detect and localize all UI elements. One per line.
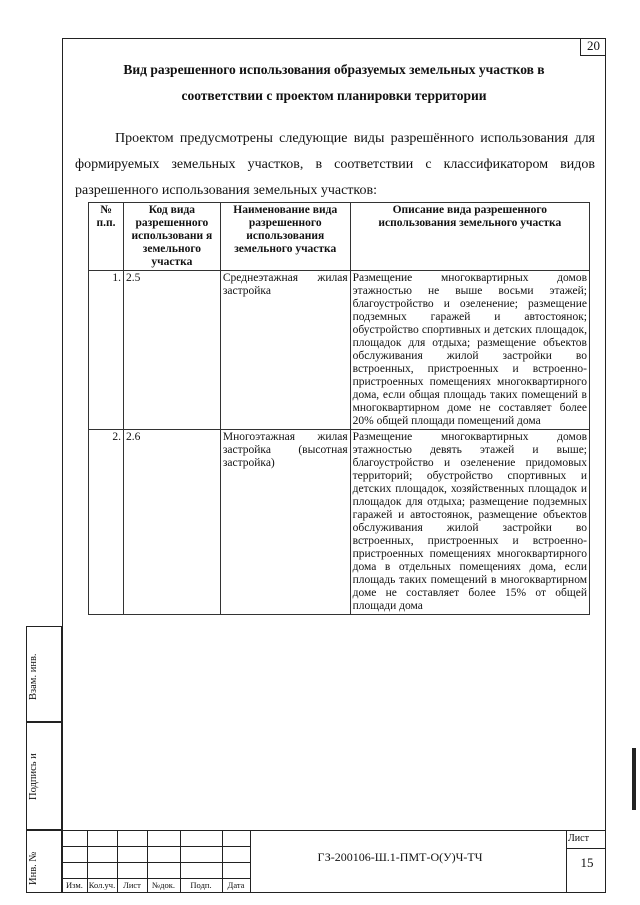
row-code: 2.5 <box>123 271 220 430</box>
stamp-data: Дата <box>227 880 245 890</box>
row-desc: Размещение многоквартирных домов этажностью девять этажей и выше; благоустройство и озеленение придомовых территорий; обустройство спортивных и детских площадок, хозяйственных площадок и площадок для отдыха; размещение подземных гаражей и автостоянок, размещение объектов обслуживания жилой застройки во встроенных, пристроенных и встроенно-пристроенных помещениях многоквартирного дома в отдельных помещениях дома, если площадь таких помещений в многоквартирном доме не составляет более 15% от общей площади дома <box>350 430 589 615</box>
header-num: № п.п. <box>89 203 124 271</box>
stamp-list: Лист <box>123 880 141 890</box>
stamp-podp: Подп. <box>190 880 212 890</box>
row-name: Многоэтажная жилая застройка (высотная застройка) <box>220 430 350 615</box>
document-code: ГЗ-200106-Ш.1-ПМТ-О(У)Ч-ТЧ <box>317 850 483 864</box>
stamp-koluch: Кол.уч. <box>88 880 116 890</box>
row-desc: Размещение многоквартирных домов этажностью не выше восьми этажей; благоустройство и озеленение; размещение подземных гаражей и автостоянок; обустройство спортивных и детских площадок, площадок для отдыха; размещение объектов обслуживания жилой застройки во встроенных, пристроенных и встроенно-пристроенных помещениях многоквартирного дома, если общая площадь таких помещений в многоквартирном доме не составляет более 20% общей площади помещений дома <box>350 271 589 430</box>
intro-paragraph <box>75 126 595 204</box>
corner-page-number: 20 <box>580 38 606 56</box>
scan-edge-mark <box>632 748 636 810</box>
stamp-izm: Изм. <box>66 880 83 890</box>
land-use-table <box>88 202 590 615</box>
row-name: Среднеэтажная жилая застройка <box>220 271 350 430</box>
stamp-line <box>566 848 606 849</box>
stamp-line <box>566 830 567 893</box>
row-code: 2.6 <box>123 430 220 615</box>
title-line-1: Вид разрешенного использования образуемых земельных участков в <box>123 62 545 77</box>
header-name: Наименование вида разрешенного использования земельного участка <box>220 203 350 271</box>
row-num: 2. <box>89 430 124 615</box>
sheet-number: 15 <box>580 855 594 870</box>
sheet-label: Лист <box>568 833 589 844</box>
header-code: Код вида разрешенного использовани я земельного участка <box>123 203 220 271</box>
title-line-2: соответствии с проектом планировки территории <box>181 88 487 103</box>
table-row <box>89 271 590 430</box>
intro-text: Проектом предусмотрены следующие виды разрешённого использования для формируемых земельных участков, в соответствии с классификатором видов разрешенного использования земельных участков: <box>75 131 595 198</box>
side-label-inv: Инв. № <box>28 851 39 885</box>
table-row <box>89 430 590 615</box>
side-label-podpis: Подпись и <box>28 753 39 800</box>
row-num: 1. <box>89 271 124 430</box>
side-label-vzam: Взам. инв. <box>28 653 39 700</box>
stamp-line <box>62 830 606 831</box>
stamp-ndok: №док. <box>152 880 175 890</box>
header-desc: Описание вида разрешенного использования земельного участка <box>350 203 589 271</box>
table-header-row <box>89 203 590 271</box>
